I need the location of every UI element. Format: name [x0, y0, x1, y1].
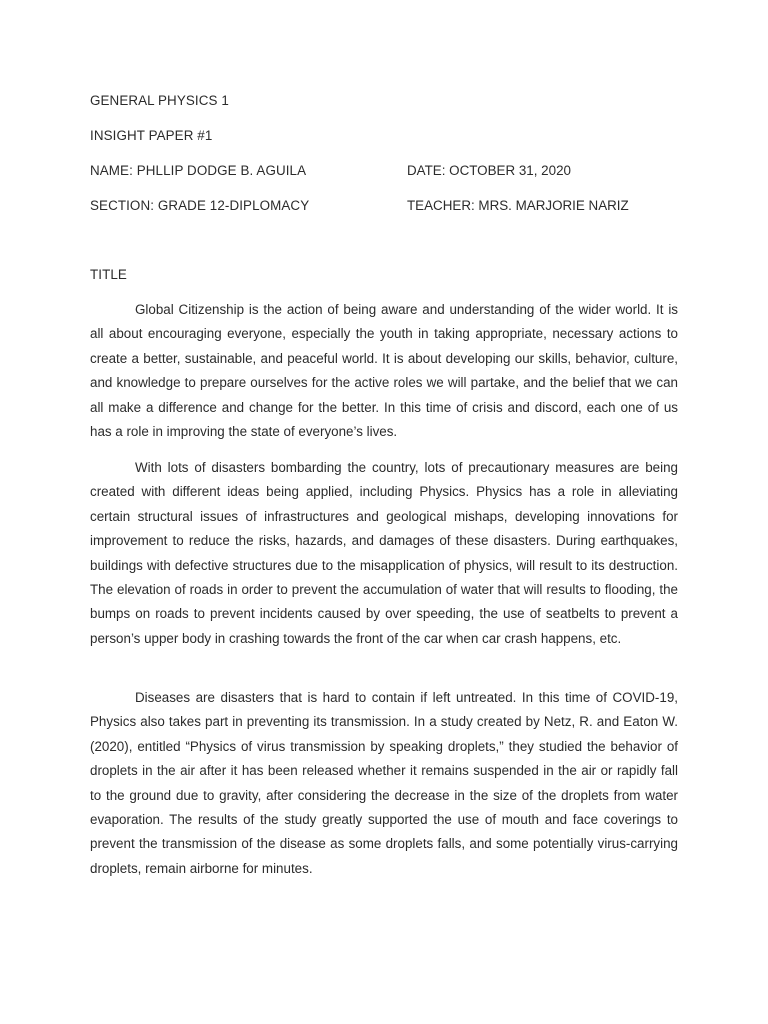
paragraph-disasters-physics: With lots of disasters bombarding the country, lots of precautionary measures are being created with different ideas being applied, including Physics. Physics has a role in alleviating certain structural issues of infrastructures and geological mishaps, developing innovations for improvement to reduce the risks, hazards, and damages of these disasters. During earthquakes, buildings with defective structures due to the misapplication of physics, will result to its destruction. The elevation of roads in order to prevent the accumulation of water that will results to flooding, the bumps on roads to prevent incidents caused by over speeding, the use of seatbelts to prevent a person’s upper body in crashing towards the front of the car when car crash happens, etc.	[90, 460, 678, 646]
paragraph-global-citizenship: Global Citizenship is the action of being aware and understanding of the wider world. It is all about encouraging everyone, especially the youth in taking appropriate, necessary actions to create a better, sustainable, and peaceful world. It is about developing our skills, behavior, culture, and knowledge to prepare ourselves for the active roles we will partake, and the belief that we can all make a difference and change for the better. In this time of crisis and discord, each one of us has a role in improving the state of everyone’s lives.	[90, 302, 678, 440]
paper-date: DATE: OCTOBER 31, 2020	[407, 163, 571, 178]
paper-heading: INSIGHT PAPER #1	[90, 128, 213, 143]
student-section: SECTION: GRADE 12-DIPLOMACY	[90, 198, 310, 213]
course-heading: GENERAL PHYSICS 1	[90, 93, 229, 108]
teacher-name: TEACHER: MRS. MARJORIE NARIZ	[407, 198, 629, 213]
paragraph-covid-transmission: Diseases are disasters that is hard to contain if left untreated. In this time of COVID-19, Physics also takes part in preventing its transmission. In a study created by Netz, R. and Eaton W. (2020), entitled “Physics of virus transmission by speaking droplets,” they studied the behavior of droplets in the air after it has been released whether it remains suspended in the air or rapidly fall to the ground due to gravity, after considering the decrease in the size of the droplets from water evaporation. The results of the study greatly supported the use of mouth and face coverings to prevent the transmission of the disease as some droplets falls, and some potentially virus-carrying droplets, remain airborne for minutes.	[90, 690, 678, 876]
paper-title: TITLE	[90, 267, 127, 282]
student-name: NAME: PHLLIP DODGE B. AGUILA	[90, 163, 307, 178]
